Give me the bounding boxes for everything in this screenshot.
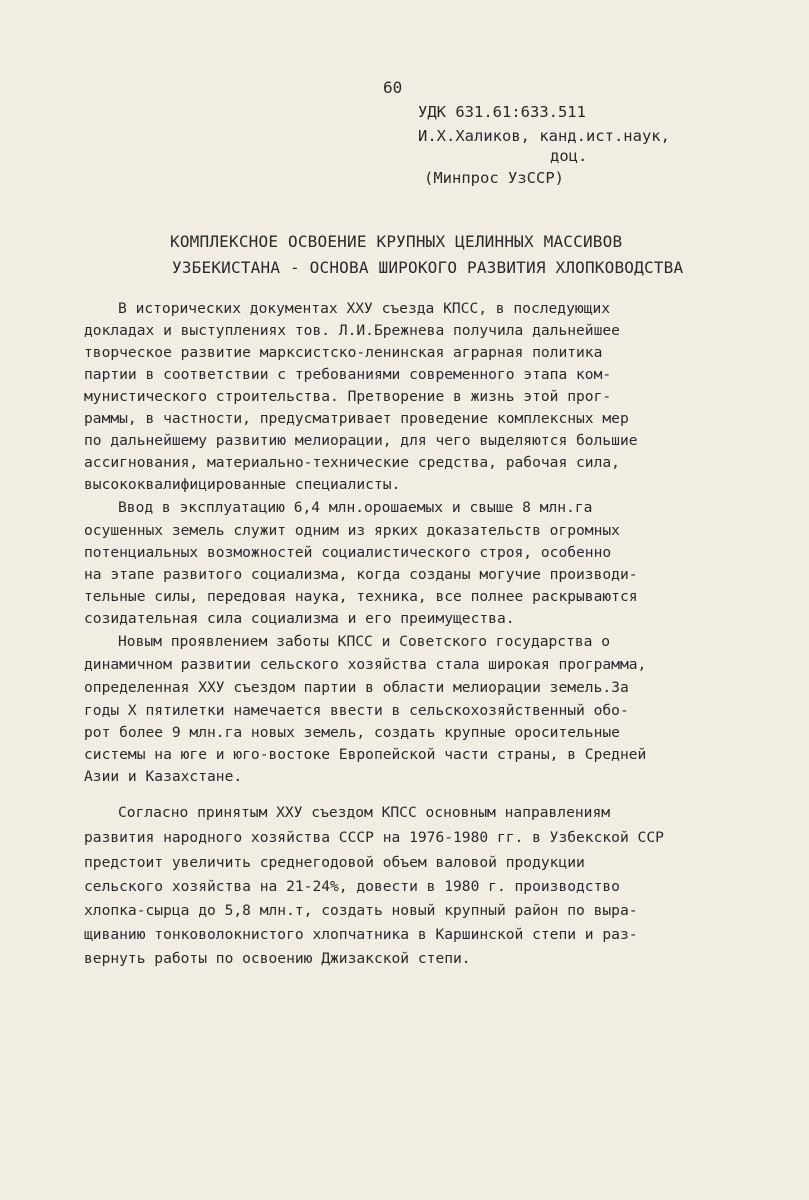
- udk-code: УДК 631.61:633.511: [418, 103, 586, 121]
- author-title: доц.: [550, 147, 588, 165]
- text-line: осушенных земель служит одним из ярких доказательств огромных: [84, 522, 620, 539]
- text-line: определенная ХХУ съездом партии в области мелиорации земель.За: [84, 679, 629, 696]
- text-line: развития народного хозяйства СССР на 1976-1980 гг. в Узбекской ССР: [84, 829, 664, 846]
- text-line: по дальнейшему развитию мелиорации, для чего выделяются большие: [84, 432, 638, 449]
- text-line: системы на юге и юго-востоке Европейской части страны, в Средней: [84, 746, 647, 763]
- author-name: И.Х.Халиков, канд.ист.наук,: [418, 127, 670, 145]
- text-line: Ввод в эксплуатацию 6,4 млн.орошаемых и свыше 8 млн.га: [118, 499, 593, 516]
- text-line: динамичном развитии сельского хозяйства стала широкая программа,: [84, 656, 647, 673]
- text-line: Азии и Казахстане.: [84, 768, 243, 785]
- author-organization: (Минпрос УзССР): [424, 169, 564, 187]
- text-line: Новым проявлением заботы КПСС и Советского государства о: [118, 633, 611, 650]
- text-line: предстоит увеличить среднегодовой объем валовой продукции: [84, 854, 585, 871]
- text-line: раммы, в частности, предусматривает проведение комплексных мер: [84, 410, 629, 427]
- text-line: творческое развитие марксистско-ленинская аграрная политика: [84, 344, 603, 361]
- text-line: ассигнования, материально-технические средства, рабочая сила,: [84, 454, 620, 471]
- text-line: щиванию тонковолокнистого хлопчатника в Каршинской степи и раз-: [84, 926, 638, 943]
- text-line: вернуть работы по освоению Джизакской степи.: [84, 950, 471, 967]
- text-line: на этапе развитого социализма, когда созданы могучие производи-: [84, 566, 638, 583]
- text-line: потенциальных возможностей социалистического строя, особенно: [84, 544, 612, 561]
- text-line: партии в соответствии с требованиями современного этапа ком-: [84, 366, 612, 383]
- title-line: УЗБЕКИСТАНА - ОСНОВА ШИРОКОГО РАЗВИТИЯ ХЛОПКОВОДСТВА: [172, 258, 684, 277]
- page-number: 60: [383, 78, 403, 97]
- text-line: сельского хозяйства на 21-24%, довести в 1980 г. производство: [84, 878, 620, 895]
- text-line: мунистического строительства. Претворение в жизнь этой прог-: [84, 388, 612, 405]
- text-line: созидательная сила социализма и его преимущества.: [84, 610, 515, 627]
- text-line: В исторических документах ХХУ съезда КПСС, в последующих: [118, 300, 611, 317]
- text-line: рот более 9 млн.га новых земель, создать крупные оросительные: [84, 724, 620, 741]
- title-line: КОМПЛЕКСНОЕ ОСВОЕНИЕ КРУПНЫХ ЦЕЛИННЫХ МАССИВОВ: [170, 232, 623, 251]
- text-line: хлопка-сырца до 5,8 млн.т, создать новый крупный район по выра-: [84, 902, 638, 919]
- text-line: тельные силы, передовая наука, техника, все полнее раскрываются: [84, 588, 638, 605]
- text-line: докладах и выступлениях тов. Л.И.Брежнева получила дальнейшее: [84, 322, 620, 339]
- text-line: годы Х пятилетки намечается ввести в сельскохозяйственный обо-: [84, 702, 629, 719]
- text-line: Согласно принятым ХХУ съездом КПСС основным направлениям: [118, 804, 611, 821]
- text-line: высококвалифицированные специалисты.: [84, 476, 401, 493]
